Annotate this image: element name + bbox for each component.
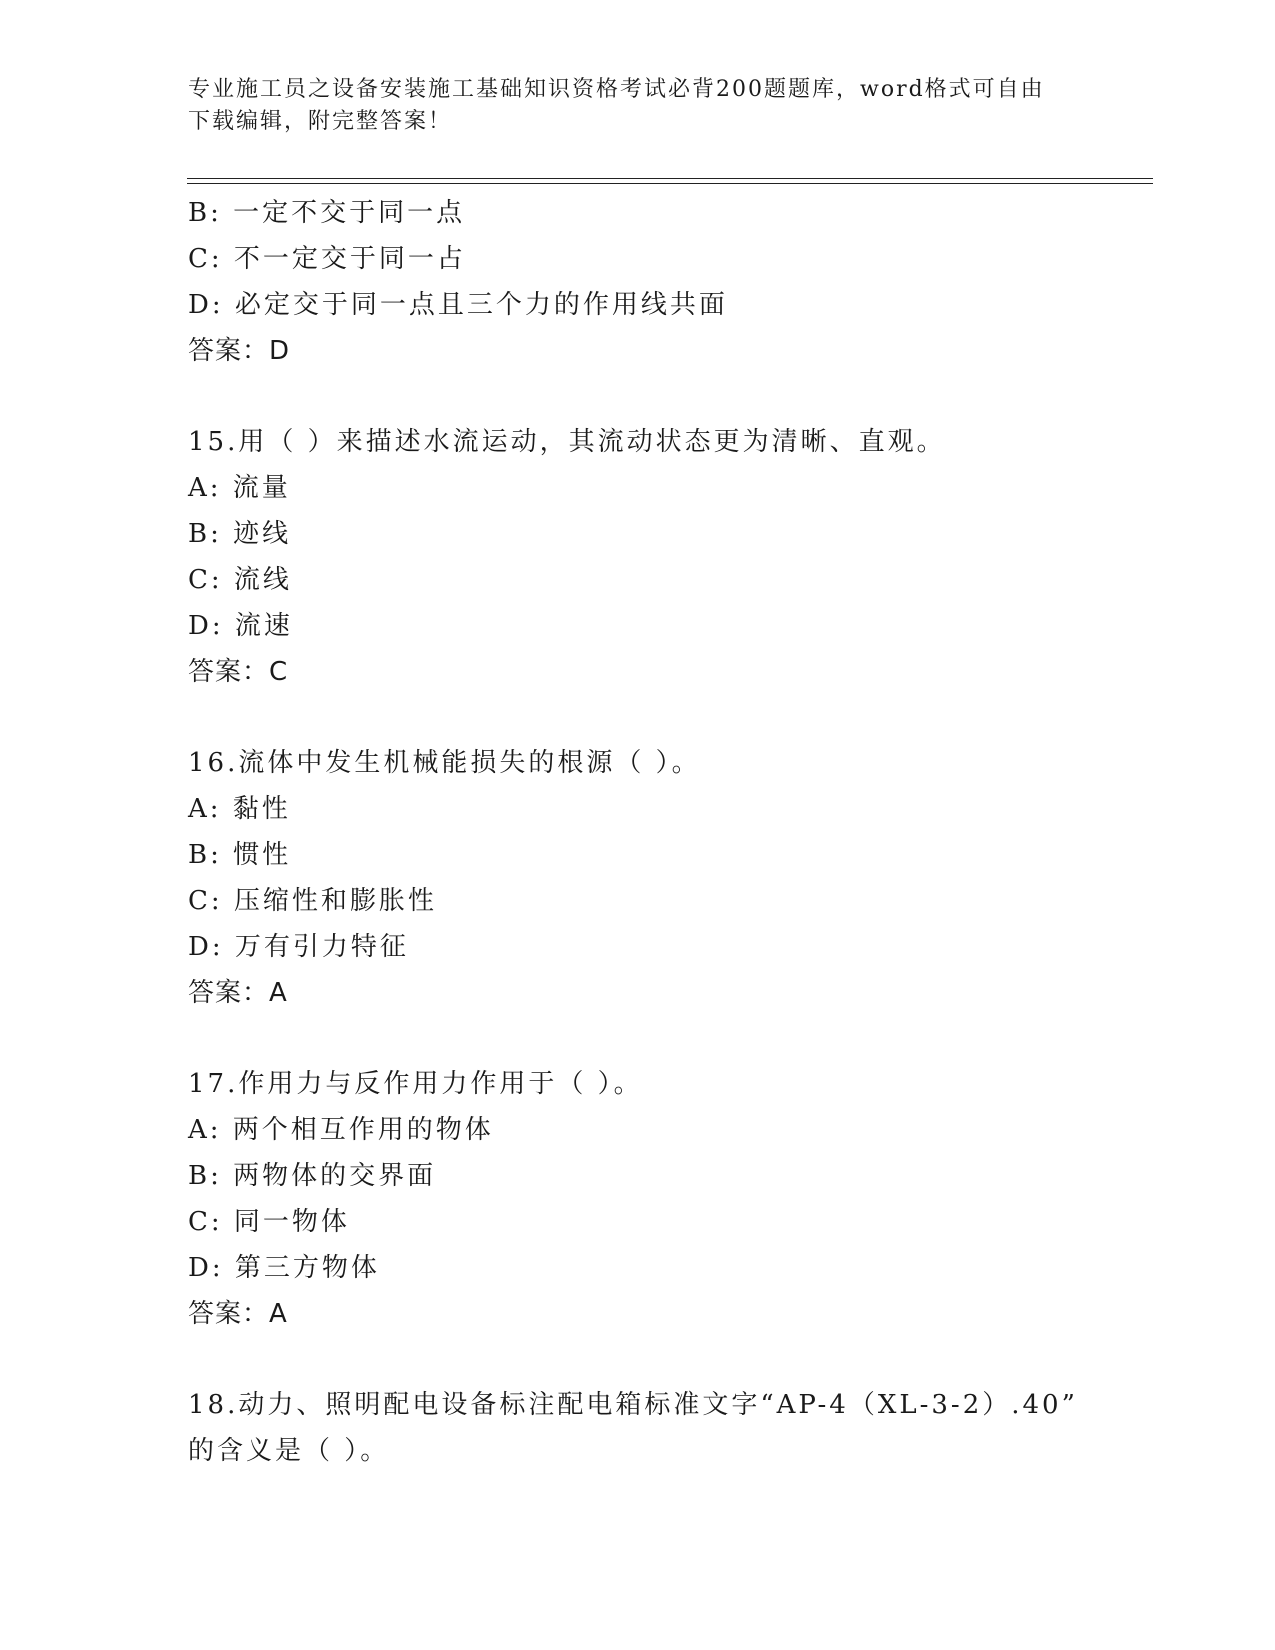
header-rule-bottom (187, 183, 1153, 184)
option-d: D: 万有引力特征 (188, 932, 409, 962)
header-line-1: 专业施工员之设备安装施工基础知识资格考试必背200题题库，word格式可自由 (188, 77, 1045, 102)
spacer (188, 695, 1148, 740)
question-stem: 16.流体中发生机械能损失的根源（ ）。 (188, 748, 701, 778)
option-a: A: 黏性 (188, 794, 291, 824)
option-a: A: 两个相互作用的物体 (188, 1115, 494, 1145)
answer: 答案：C (188, 657, 289, 687)
document-header (188, 74, 1088, 138)
question-block-17 (188, 1061, 1148, 1337)
question-list (188, 190, 1148, 1474)
option-d: D: 第三方物体 (188, 1253, 380, 1283)
question-block-15 (188, 419, 1148, 695)
question-stem: 17.作用力与反作用力作用于（ ）。 (188, 1069, 643, 1099)
question-stem-line-2: 的含义是（ ）。 (188, 1436, 390, 1466)
question-block-18 (188, 1382, 1148, 1474)
spacer (188, 1337, 1148, 1382)
spacer (188, 374, 1148, 419)
option-c: C: 同一物体 (188, 1207, 350, 1237)
answer: 答案：A (188, 978, 288, 1008)
option-b: B: 惯性 (188, 840, 292, 870)
question-block-14 (188, 190, 1148, 374)
option-a: A: 流量 (188, 473, 291, 503)
option-c: C: 压缩性和膨胀性 (188, 886, 437, 916)
question-block-16 (188, 740, 1148, 1016)
option-d: D: 流速 (188, 611, 293, 641)
option-c: C: 流线 (188, 565, 292, 595)
header-rule-top (187, 178, 1153, 179)
option-b: B: 一定不交于同一点 (188, 198, 466, 228)
option-c: C: 不一定交于同一占 (188, 244, 466, 274)
question-stem: 15.用（ ）来描述水流运动，其流动状态更为清晰、直观。 (188, 427, 946, 457)
spacer (188, 1016, 1148, 1061)
question-stem-line-1: 18.动力、照明配电设备标注配电箱标准文字“AP-4（XL-3-2）.40” (188, 1390, 1078, 1420)
answer: 答案：D (188, 336, 291, 366)
option-b: B: 迹线 (188, 519, 292, 549)
option-d: D: 必定交于同一点且三个力的作用线共面 (188, 290, 728, 320)
option-b: B: 两物体的交界面 (188, 1161, 437, 1191)
answer: 答案：A (188, 1299, 288, 1329)
header-line-2: 下载编辑，附完整答案！ (188, 109, 453, 134)
